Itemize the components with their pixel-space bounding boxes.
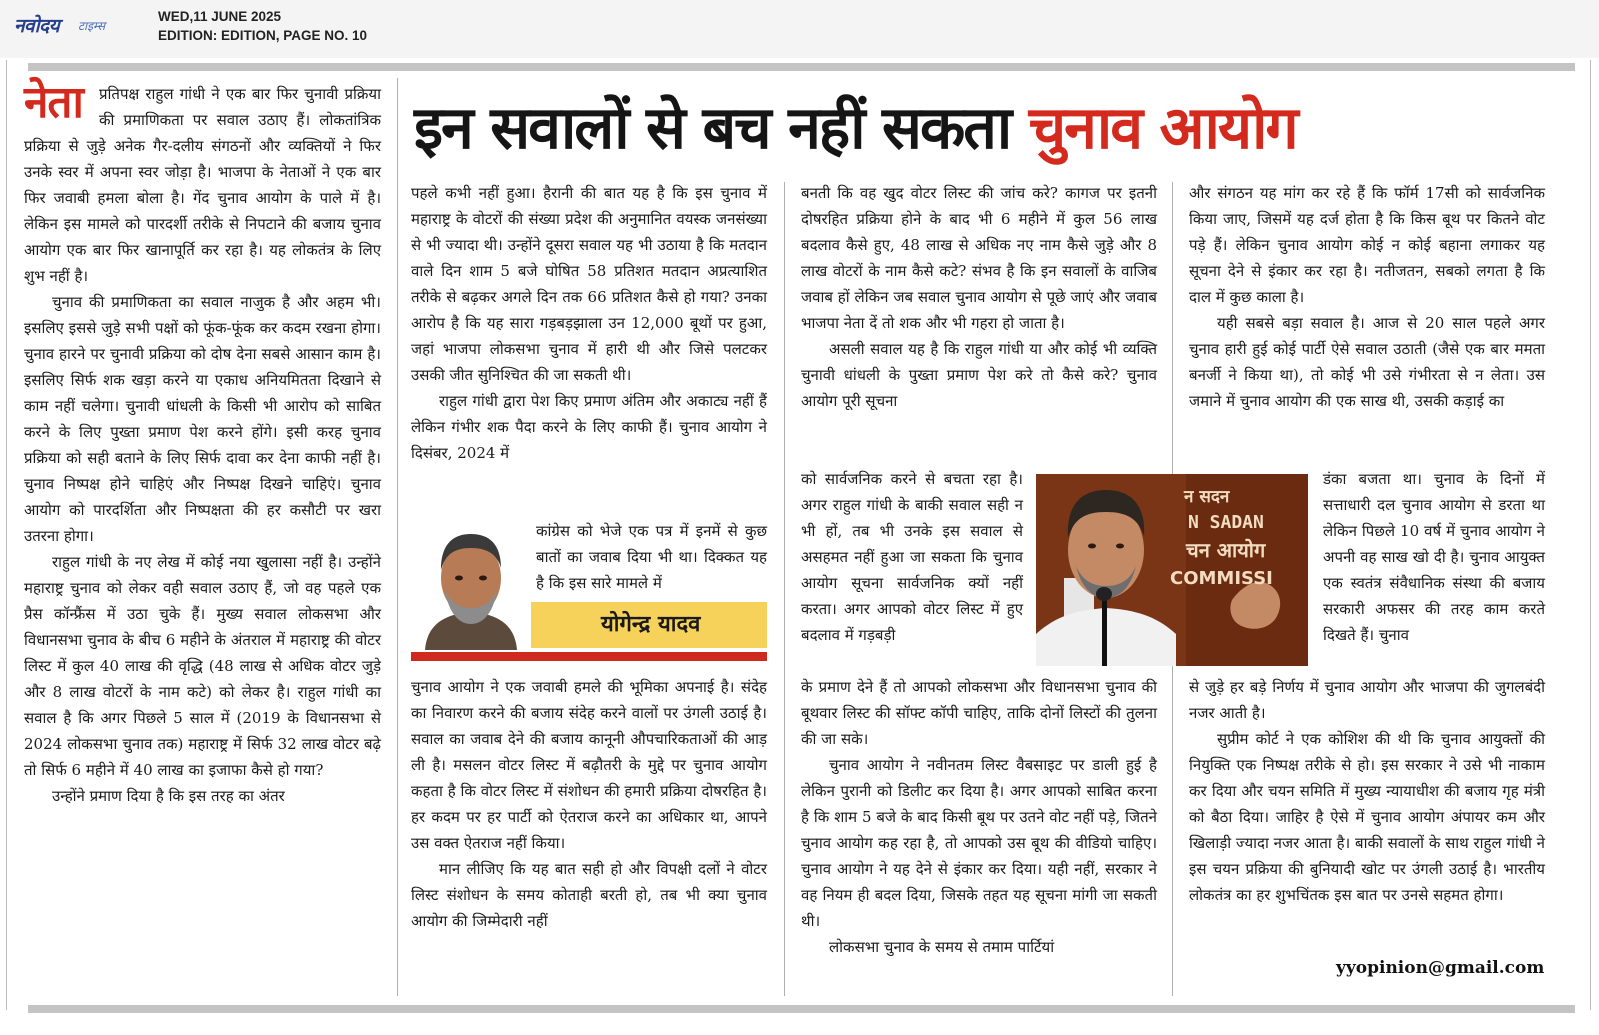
paragraph: चुनाव की प्रमाणिकता का सवाल नाजुक है और अहम भी। इसलिए इससे जुड़े सभी पक्षों को फूंक-फूंक कर कदम रखना होगा। चुनाव हारने पर चुनावी प्रक्रिया को दोष देना सबसे आसान काम है। इसलिए सिर्फ शक खड़ा करने या एकाध अनियमितता दिखाने से काम नहीं चलेगा। चुनावी धांधली के किसी भी आरोप को साबित करने के लिए पुख्ता प्रमाण पेश करने होंगे। इसी करह चुनाव प्रक्रिया को सही बताने के लिए सिर्फ दावा कर देना काफी नहीं है। चुनाव निष्पक्ष होने चाहिएं और निष्पक्ष दिखने चाहिएं। चुनाव आयोग को पारदर्शिता और निष्पक्षता की हर कसौटी पर खरा उतरना होगा। <box>24 293 381 545</box>
article-column-1 <box>24 81 381 809</box>
logo-sub: टाइम्स <box>78 19 106 33</box>
edition-info: EDITION: EDITION, PAGE NO. 10 <box>158 28 368 43</box>
author-email[interactable]: yyopinion@gmail.com <box>1336 958 1545 978</box>
headline-highlight: चुनाव आयोग <box>1028 93 1297 162</box>
kicker-space <box>24 81 99 133</box>
article-column-3-bottom <box>801 674 1157 960</box>
paragraph: सुप्रीम कोर्ट ने एक कोशिश की थी कि चुनाव आयुक्तों की नियुक्ति एक निष्पक्ष तरीके से हो। इस सरकार ने उसे भी नाकाम कर दिया और चयन समिति में मुख्य न्यायाधीश की बजाय गृह मंत्री को बैठा दिया। जाहिर है ऐसे में चुनाव आयोग अंपायर कम और खिलाड़ी ज्यादा नजर आता है। बाकी सवालों के साथ राहुल गांधी ने इस चयन प्रक्रिया की बुनियादी खोट पर उंगली उठाई है। भारतीय लोकतंत्र का हर शुभचिंतक इस बात पर उनसे सहमत होगा। <box>1189 730 1545 904</box>
sign-text: चन आयोग <box>1186 538 1266 562</box>
sign-text: COMMISSI <box>1170 568 1273 589</box>
headline-main: इन सवालों से बच नहीं सकता <box>414 93 1011 162</box>
paragraph: को सार्वजनिक करने से बचता रहा है। अगर राहुल गांधी के बाकी सवाल सही न भी हों, तब भी उनके इस सवाल से असहमत नहीं हुआ जा सकता कि चुनाव आयोग सूचना सार्वजनिक क्यों नहीं करता। अगर आपको वोटर लिस्ट में हुए बदलाव में गड़बड़ी <box>801 470 1023 644</box>
paragraph <box>24 81 381 289</box>
author-block <box>411 520 767 665</box>
author-red-bar <box>411 652 767 661</box>
article-column-3-top <box>801 180 1157 414</box>
paragraph: लोकसभा चुनाव के समय से तमाम पार्टियां <box>829 938 1055 956</box>
author-photo <box>411 520 531 650</box>
issue-date: WED,11 JUNE 2025 <box>158 9 282 24</box>
paragraph: चुनाव आयोग ने नवीनतम लिस्ट वैबसाइट पर डाली हुई है लेकिन पुरानी को डिलीट कर दिया है। अगर आपको साबित करना है कि शाम 5 बजे के बाद किसी बूथ पर उतने वोट नहीं पड़े, जितने चुनाव आयोग कह रहा है, तो आपको उस बूथ की वीडियो चाहिए। चुनाव आयोग ने यह देने से इंकार कर दिया। यही नहीं, सरकार ने वह नियम ही बदल दिया, जिसके तहत यह सूचना मांगी जा सकती थी। <box>801 756 1157 930</box>
author-name: योगेन्द्र यादव <box>601 612 701 637</box>
article-column-4-top <box>1189 180 1545 414</box>
article-column-2-bottom <box>411 674 767 934</box>
paragraph: डंका बजता था। चुनाव के दिनों में सत्ताधारी दल चुनाव आयोग से डरता था लेकिन पिछले 10 वर्ष में चुनाव आयोग ने अपनी वह साख खो दी है। चुनाव आयुक्त एक स्वतंत्र संवैधानिक संस्था की बजाय सरकारी अफसर की तरह काम करते दिखते हैं। चुनाव <box>1323 470 1545 644</box>
article-column-4-mid <box>1323 466 1545 648</box>
paragraph: और संगठन यह मांग कर रहे हैं कि फॉर्म 17सी को सार्वजनिक किया जाए, जिसमें यह दर्ज होता है कि किस बूथ पर कितने वोट पड़े हैं। लेकिन चुनाव आयोग कोई न कोई बहाना लगाकर यह सूचना देने से इंकार कर रहा है। नतीजतन, सबको लगता है कि दाल में कुछ काला है। <box>1189 184 1545 306</box>
column-rule <box>784 182 785 996</box>
paragraph: राहुल गांधी के नए लेख में कोई नया खुलासा नहीं है। उन्होंने महाराष्ट्र चुनाव को लेकर वही सवाल उठाए हैं, जो वह पहले एक प्रैस कॉन्फ्रैंस में उठा चुके हैं। मुख्य सवाल लोकसभा और विधानसभा चुनाव के बीच 6 महीने के अंतराल में महाराष्ट्र की वोटर लिस्ट में कुल 40 लाख की वृद्धि (48 लाख से अधिक वोटर जुड़े और 8 लाख वोटरों के नाम कटे) को लेकर है। राहुल गांधी का सवाल है कि अगर पिछले 5 साल में (2019 के विधानसभा से 2024 लोकसभा चुनाव तक) महाराष्ट्र में सिर्फ 32 लाख वोटर बढ़े तो सिर्फ 6 महीने में 40 लाख का इजाफा कैसे हो गया? <box>24 553 381 779</box>
paragraph: चुनाव आयोग ने एक जवाबी हमले की भूमिका अपनाई है। संदेह का निवारण करने की बजाय संदेह करने वालों पर उंगली उठाई है। सवाल का जवाब देने की बजाय कानूनी औपचारिकताओं की आड़ ली है। मसलन वोटर लिस्ट में बढ़ौतरी के मुद्दे पर चुनाव आयोग कहता है कि वोटर लिस्ट में संशोधन की हमारी प्रक्रिया दोषरहित है। हर कदम पर हर पार्टी को ऐतराज करने का अधिकार था, आपने उस वक्त ऐतराज नहीं किया। <box>411 678 767 852</box>
paragraph: उन्होंने प्रमाण दिया है कि इस तरह का अंतर <box>52 787 285 805</box>
paragraph: असली सवाल यह है कि राहुल गांधी या और कोई भी व्यक्ति चुनावी धांधली के पुख्ता प्रमाण पेश करे तो कैसे करे? चुनाव आयोग पूरी सूचना <box>801 340 1157 410</box>
article-column-2-top <box>411 180 767 466</box>
column-rule <box>397 78 398 996</box>
paragraph: से जुड़े हर बड़े निर्णय में चुनाव आयोग और भाजपा की जुगलबंदी नजर आती है। <box>1189 678 1545 722</box>
sign-text: N SADAN <box>1188 512 1264 533</box>
paragraph: पहले कभी नहीं हुआ। हैरानी की बात यह है कि इस चुनाव में महाराष्ट्र के वोटरों की संख्या प्रदेश की अनुमानित वयस्क जनसंख्या से भी ज्यादा थी। उन्होंने दूसरा सवाल यह भी उठाया है कि मतदान वाले दिन शाम 5 बजे घोषित 58 प्रतिशत मतदान अप्रत्याशित तरीके से बढ़कर अगले दिन तक 66 प्रतिशत कैसे हो गया? उनका आरोप है कि यह सारा गड़बड़झाला उन 12,000 बूथों पर हुआ, जहां भाजपा लोकसभा चुनाव में हारी थी और जिसे पलटकर उसकी जीत सुनिश्चित की जा सकती थी। <box>411 184 767 384</box>
paragraph: बनती कि वह खुद वोटर लिस्ट की जांच करे? कागज पर इतनी दोषरहित प्रक्रिया होने के बाद भी 6 महीने में कुल 56 लाख बदलाव कैसे हुए, 48 लाख से अधिक नए नाम कैसे जुड़े और 8 लाख वोटरों के नाम कैसे कटे? संभव है कि इन सवालों के वाजिब जवाब हों लेकिन जब सवाल चुनाव आयोग से पूछे जाएं और जवाब भाजपा नेता दें तो शक और भी गहरा हो जाता है। <box>801 184 1157 332</box>
headline <box>414 78 1297 178</box>
page-header <box>0 0 1599 58</box>
right-border <box>1590 60 1591 1010</box>
paragraph: यही सबसे बड़ा सवाल है। आज से 20 साल पहले अगर चुनाव हारी हुई कोई पार्टी ऐसे सवाल उठाती (जैसे एक बार ममता बनर्जी ने किया था), तो कोई भी उसे गंभीरता से न लेता। उस जमाने में चुनाव आयोग की एक साख थी, उसकी कड़ाई का <box>1189 314 1545 410</box>
bottom-rule <box>28 1005 1575 1013</box>
rahul-gandhi-photo <box>1036 474 1308 666</box>
article-column-4-bottom <box>1189 674 1545 908</box>
paragraph: के प्रमाण देने हैं तो आपको लोकसभा और विधानसभा चुनाव की बूथवार लिस्ट की सॉफ्ट कॉपी चाहिए, ताकि दोनों लिस्टों की तुलना की जा सके। <box>801 678 1157 748</box>
paragraph: कांग्रेस को भेजे एक पत्र में इनमें से कुछ बातों का जवाब दिया भी था। दिक्कत यह है कि इस सारे मामले में <box>536 522 767 592</box>
left-border <box>6 60 7 1010</box>
sign-text: न सदन <box>1184 487 1230 507</box>
paragraph-text: प्रतिपक्ष राहुल गांधी ने एक बार फिर चुनावी प्रक्रिया की प्रमाणिकता पर सवाल उठाए हैं। लोकतांत्रिक प्रक्रिया से जुड़े अनेक गैर-दलीय संगठनों और व्यक्तियों ने फिर उनके स्वर में अपना स्वर जोड़ा है। भाजपा के नेताओं ने एक बार फिर जवाबी हमला बोला है। गेंद चुनाव आयोग के पाले में है। लेकिन इस मामले को पारदर्शी तरीके से निपटाने की बजाय चुनाव आयोग एक बार फिर खानापूर्ति कर रहा है। यह लोकतंत्र के लिए शुभ नहीं है। <box>24 85 381 285</box>
paragraph: मान लीजिए कि यह बात सही हो और विपक्षी दलों ने वोटर लिस्ट संशोधन के समय कोताही बरती हो, तब भी क्या चुनाव आयोग की जिम्मेदारी नहीं <box>411 860 767 930</box>
paragraph: राहुल गांधी द्वारा पेश किए प्रमाण अंतिम और अकाट्य नहीं हैं लेकिन गंभीर शक पैदा करने के लिए काफी हैं। चुनाव आयोग ने दिसंबर, 2024 में <box>411 392 767 462</box>
newspaper-logo[interactable] <box>14 8 136 42</box>
logo-main: नवोदय <box>14 15 60 37</box>
article-column-3-mid <box>801 466 1023 648</box>
kicker-label: नेता <box>24 77 83 128</box>
top-rule <box>28 63 1575 71</box>
